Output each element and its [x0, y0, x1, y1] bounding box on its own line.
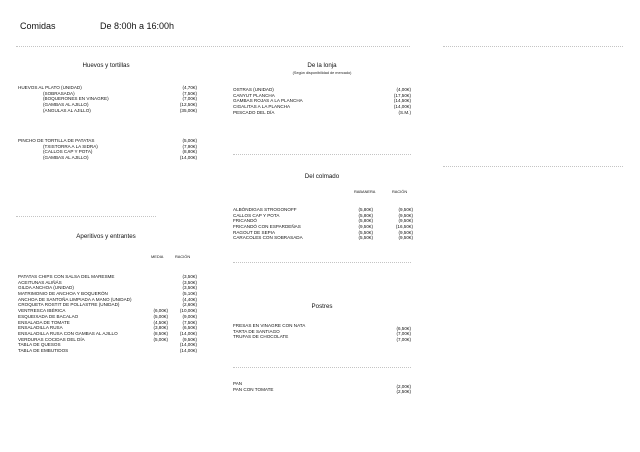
item-price: (7,00€): [182, 96, 197, 102]
item-name: (TXISTORRA A LA SIDRA): [43, 143, 98, 149]
item-price-full: (9,50€): [182, 336, 197, 342]
item-name: OSTRAS (UNIDAD): [233, 87, 274, 92]
item-price-full: (16,50€): [395, 224, 413, 230]
menu-item: [18, 155, 197, 161]
item-price-half: (5,00€): [153, 313, 168, 319]
item-price-half: (3,80€): [153, 325, 168, 331]
item-name: ENSALADILLA RUSA CON GAMBAS AL AJILLO: [18, 330, 118, 336]
item-name: FRICANDÓ CON ESPARDEÑAS: [233, 224, 301, 230]
item-name: FRICANDÓ: [233, 218, 257, 224]
item-name: GAMBAS ROJAS A LA PLANCHA: [233, 98, 303, 104]
item-price-full: (9,50€): [398, 207, 413, 212]
item-price: (2,50€): [396, 389, 411, 395]
section-subtitle-lonja: (Según disponibilidad de mercado): [292, 71, 352, 75]
menu-item: [18, 108, 197, 114]
item-name: TABLA DE EMBUTIDOS: [18, 347, 69, 353]
divider: [233, 154, 411, 155]
item-name: ALBÓNDIGAS STROGONOFF: [233, 207, 297, 212]
item-name: RAGOUT DE SEPIA: [233, 229, 276, 235]
item-price-full: (3,50€): [182, 279, 197, 285]
huevos-list: [18, 85, 197, 113]
postres-list: [233, 323, 411, 340]
divider: [233, 262, 411, 263]
item-name: (ANGULAS AL AJILLO): [43, 107, 91, 113]
column-header-racion: RACIÓN: [175, 254, 191, 259]
item-price: (5,00€): [182, 138, 197, 143]
item-price-full: (3,50€): [182, 274, 197, 279]
item-price: (6,50€): [396, 325, 411, 331]
item-price-half: (5,50€): [358, 235, 373, 241]
divider: [443, 166, 623, 167]
item-name: (GAMBAS AL AJILLO): [43, 155, 89, 161]
menu-item: [233, 110, 411, 116]
column-header-racion: RACIÓN: [392, 189, 408, 194]
pincho-list: [18, 138, 197, 161]
item-price-full: (14,00€): [179, 330, 197, 336]
column-header-media: MEDIA: [151, 254, 164, 259]
item-name: VENTRESCA IBÉRICA: [18, 308, 66, 314]
item-price-full: (5,10€): [182, 291, 197, 297]
item-price-half: (5,80€): [358, 212, 373, 218]
item-price: (4,70€): [182, 85, 197, 90]
header-hours: De 8:00h a 16:00h: [100, 21, 175, 31]
item-name: PATATAS CHIPS CON SALSA DEL MARESME: [18, 274, 115, 279]
divider: [16, 46, 410, 47]
item-price-full: (7,50€): [182, 319, 197, 325]
item-name: CARACOLES CON SOBRASADA: [233, 235, 303, 241]
item-price: (17,50€): [393, 92, 411, 98]
item-name: CROQUETA ROSTIT DE POLLASTRE (UNIDAD): [18, 302, 120, 308]
item-price-half: (5,80€): [358, 218, 373, 224]
section-title-lonja: De la lonja: [307, 62, 337, 69]
item-name: ESQUEIXADA DE BACALAO: [18, 313, 79, 319]
section-title-huevos: Huevos y tortillas: [82, 62, 130, 69]
column-header-rabanera: RABANERA: [354, 189, 376, 194]
header-title: Comidas: [20, 21, 56, 31]
item-name: MATRIMONIO DE ANCHOA Y BOQUERÓN: [18, 291, 108, 297]
divider: [443, 46, 623, 47]
item-price-half: (6,00€): [153, 308, 168, 314]
divider: [233, 367, 411, 368]
item-price-full: (9,50€): [398, 229, 413, 235]
item-price-full: (14,00€): [179, 347, 197, 353]
item-name: ANCHOA DE SANTOÑA LIMPIADA A MANO (UNIDAD): [18, 296, 132, 302]
item-price-half: (5,50€): [358, 229, 373, 235]
item-price: (8,80€): [182, 149, 197, 155]
item-name: TRUFAS DE CHOCOLATE: [233, 334, 289, 340]
item-price: (12,50€): [179, 102, 197, 108]
pan-list: [233, 381, 411, 395]
item-name: HUEVOS AL PLATO (UNIDAD): [18, 85, 82, 90]
aperitivos-list: [18, 274, 197, 354]
item-name: (CALLOS CAP Y POTA): [43, 149, 93, 155]
item-name: TARTA DE SANTIAGO: [233, 328, 280, 334]
item-name: TABLA DE QUESOS: [18, 342, 61, 348]
section-title-postres: Postres: [311, 303, 333, 310]
item-price-half: (4,50€): [153, 319, 168, 325]
item-price-full: (9,50€): [398, 235, 413, 241]
item-price: (35,00€): [179, 107, 197, 113]
item-price-half: (5,00€): [153, 336, 168, 342]
section-title-aperitivos: Aperitivos y entrantes: [76, 233, 136, 240]
item-name: ENSALADILLA RUSA: [18, 325, 63, 331]
item-name: VERDURAS COCIDAS DEL DÍA: [18, 336, 85, 342]
item-price-half: (8,50€): [153, 330, 168, 336]
item-price: (7,00€): [396, 336, 411, 342]
item-price: (14,00€): [393, 104, 411, 110]
item-name: ACEITUNAS ALIÑÁS: [18, 279, 62, 285]
item-price-full: (14,00€): [179, 342, 197, 348]
item-name: PAN CON TOMATE: [233, 386, 274, 392]
item-name: PESCADO DEL DÍA: [233, 109, 275, 115]
menu-item: [18, 348, 197, 354]
menu-item: [233, 235, 411, 241]
item-name: CIGALITAS A LA PLANCHA: [233, 104, 291, 110]
lonja-list: [233, 87, 411, 115]
item-name: FRESAS EN VINAGRE CON NATA: [233, 323, 306, 328]
item-price: (2,00€): [396, 383, 411, 389]
item-price-full: (4,40€): [182, 296, 197, 302]
item-name: (BOQUERONES EN VINAGRE): [43, 96, 109, 102]
item-name: CANYUT PLANCHA: [233, 92, 275, 98]
item-price: (14,00€): [179, 155, 197, 161]
item-name: ENSALADA DE TOMATE: [18, 319, 70, 325]
item-price: (14,50€): [393, 98, 411, 104]
item-name: (SOBRASADA): [43, 90, 75, 96]
divider: [16, 216, 156, 217]
item-price-full: (3,50€): [182, 285, 197, 291]
item-price-full: (2,60€): [182, 302, 197, 308]
item-price-full: (10,00€): [179, 308, 197, 314]
item-price-half: (5,80€): [358, 207, 373, 212]
item-name: (GAMBAS AL AJILLO): [43, 102, 89, 108]
item-price-full: (9,50€): [398, 212, 413, 218]
item-name: GILDA ANCHOA (UNIDAD): [18, 285, 74, 291]
section-title-colmado: Del colmado: [304, 173, 340, 180]
item-name: PINCHO DE TORTILLA DE PATATAS: [18, 138, 95, 143]
item-price-half: (9,50€): [358, 224, 373, 230]
item-name: PAN: [233, 381, 243, 386]
item-price: (7,50€): [182, 90, 197, 96]
menu-item: [233, 334, 411, 340]
colmado-list: [233, 207, 411, 241]
item-price-full: (9,50€): [398, 218, 413, 224]
item-name: CALLOS CAP Y POTA: [233, 212, 280, 218]
item-price: (7,90€): [182, 143, 197, 149]
item-price-full: (9,00€): [182, 313, 197, 319]
item-price: (7,00€): [396, 331, 411, 337]
item-price: (S.M.): [398, 109, 411, 115]
item-price-full: (6,50€): [182, 325, 197, 331]
item-price: (4,00€): [396, 87, 411, 92]
menu-item: [233, 387, 411, 393]
